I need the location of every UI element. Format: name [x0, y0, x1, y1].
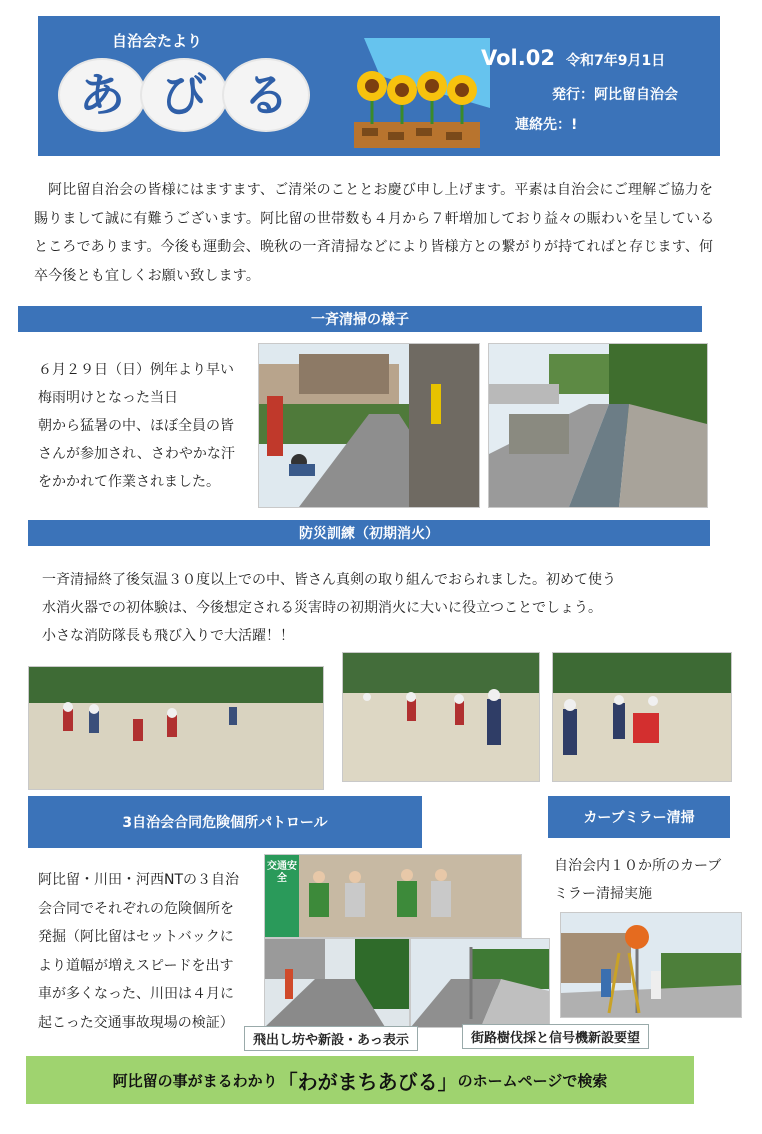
cleanup-line: ６月２９日（日）例年より早い — [38, 362, 234, 378]
mirror-line: ミラー清掃実施 — [554, 886, 652, 902]
patrol-line: 会合同でそれぞれの危険個所を — [38, 900, 234, 917]
cleanup-line: 梅雨明けとなった当日 — [38, 390, 178, 406]
patrol-line: より道幅が増えスピードを出す — [38, 957, 234, 974]
cleanup-line: 朝から猛暑の中、ほぼ全員の皆 — [38, 418, 234, 434]
banner-text-1: 阿比留の事がまるわかり — [112, 1071, 278, 1090]
patrol-line: 発掘（阿比留はセットバックに — [38, 929, 234, 945]
contact-info: 連絡先：! — [515, 117, 578, 133]
patrol-heading: 3自治会合同危険個所パトロール — [28, 796, 422, 848]
patrol-line: 阿比留・川田・河西NTの３自治 — [38, 872, 240, 888]
drill-line: 一斉清掃終了後気温３０度以上での中、皆さん真剣の取り組んでおられました。初めて使う — [42, 572, 616, 588]
cleanup-line: をかかれて作業されました。 — [38, 474, 220, 490]
traffic-safety-sign: 交通安全 — [267, 861, 297, 884]
drill-photo-1 — [28, 666, 324, 790]
intro-paragraph: 阿比留自治会の皆様にはますます、ご清栄のこととお慶び申し上げます。平素は自治会にご理解ご協力を賜りまして誠に有難うございます。阿比留の世帯数も４月から７軒増加しており益々の賑わいを呈しているところであります。今後も運動会、晩秋の一斉清掃などにより皆様方との繋がりが持てればと存じます、何卒今後とも宜しくお願い致します。 — [34, 182, 715, 284]
drill-heading: 防災訓練（初期消火） — [28, 520, 710, 546]
drill-photo-3 — [552, 652, 732, 782]
cleanup-heading: 一斉清掃の様子 — [18, 306, 702, 332]
issue-date: 令和7年9月1日 — [566, 53, 666, 69]
mirror-text — [554, 852, 754, 908]
issuer: 発行：阿比留自治会 — [552, 87, 678, 103]
mirror-cleaning-photo — [560, 912, 742, 1018]
cleanup-canal-photo — [488, 343, 708, 508]
drill-line: 水消火器での初体験は、今後想定される災害時の初期消火に大いに役立つことでしょう。 — [42, 600, 602, 616]
mirror-line: 自治会内１０か所のカーブ — [554, 858, 722, 874]
patrol-road-photo-2 — [410, 938, 550, 1028]
drill-photo-2 — [342, 652, 540, 782]
mirror-heading: カーブミラー清掃 — [548, 796, 730, 838]
patrol-line: 起こった交通事故現場の検証） — [38, 1014, 234, 1031]
patrol-group-photo — [264, 854, 522, 938]
patrol-caption-1: 飛出し坊や新設・あっ表示 — [244, 1026, 418, 1051]
patrol-caption-2: 街路樹伐採と信号機新設要望 — [462, 1024, 649, 1049]
masthead — [38, 16, 720, 156]
patrol-road-photo-1 — [264, 938, 410, 1028]
patrol-line: 車が多くなった、川田は４月に — [38, 986, 234, 1002]
banner-site-name: 「わがまちあびる」 — [277, 1069, 458, 1094]
homepage-banner — [26, 1056, 694, 1104]
masthead-kicker: 自治会たより — [112, 32, 203, 50]
title-char-ru: る — [224, 60, 308, 130]
sunflower-illustration — [350, 38, 490, 150]
banner-text-2: のホームページで検索 — [457, 1071, 608, 1090]
title-char-bi: び — [142, 60, 226, 130]
cleanup-line: さんが参加され、さわやかな汗 — [38, 446, 235, 462]
volume-number: Vol.02 — [481, 46, 555, 70]
patrol-text — [38, 866, 260, 1037]
cleanup-street-photo — [258, 343, 480, 508]
drill-line: 小さな消防隊長も飛び入りで大活躍！！ — [42, 628, 294, 644]
title-char-a: あ — [60, 60, 144, 130]
cleanup-text — [38, 356, 260, 496]
drill-text — [42, 566, 722, 650]
